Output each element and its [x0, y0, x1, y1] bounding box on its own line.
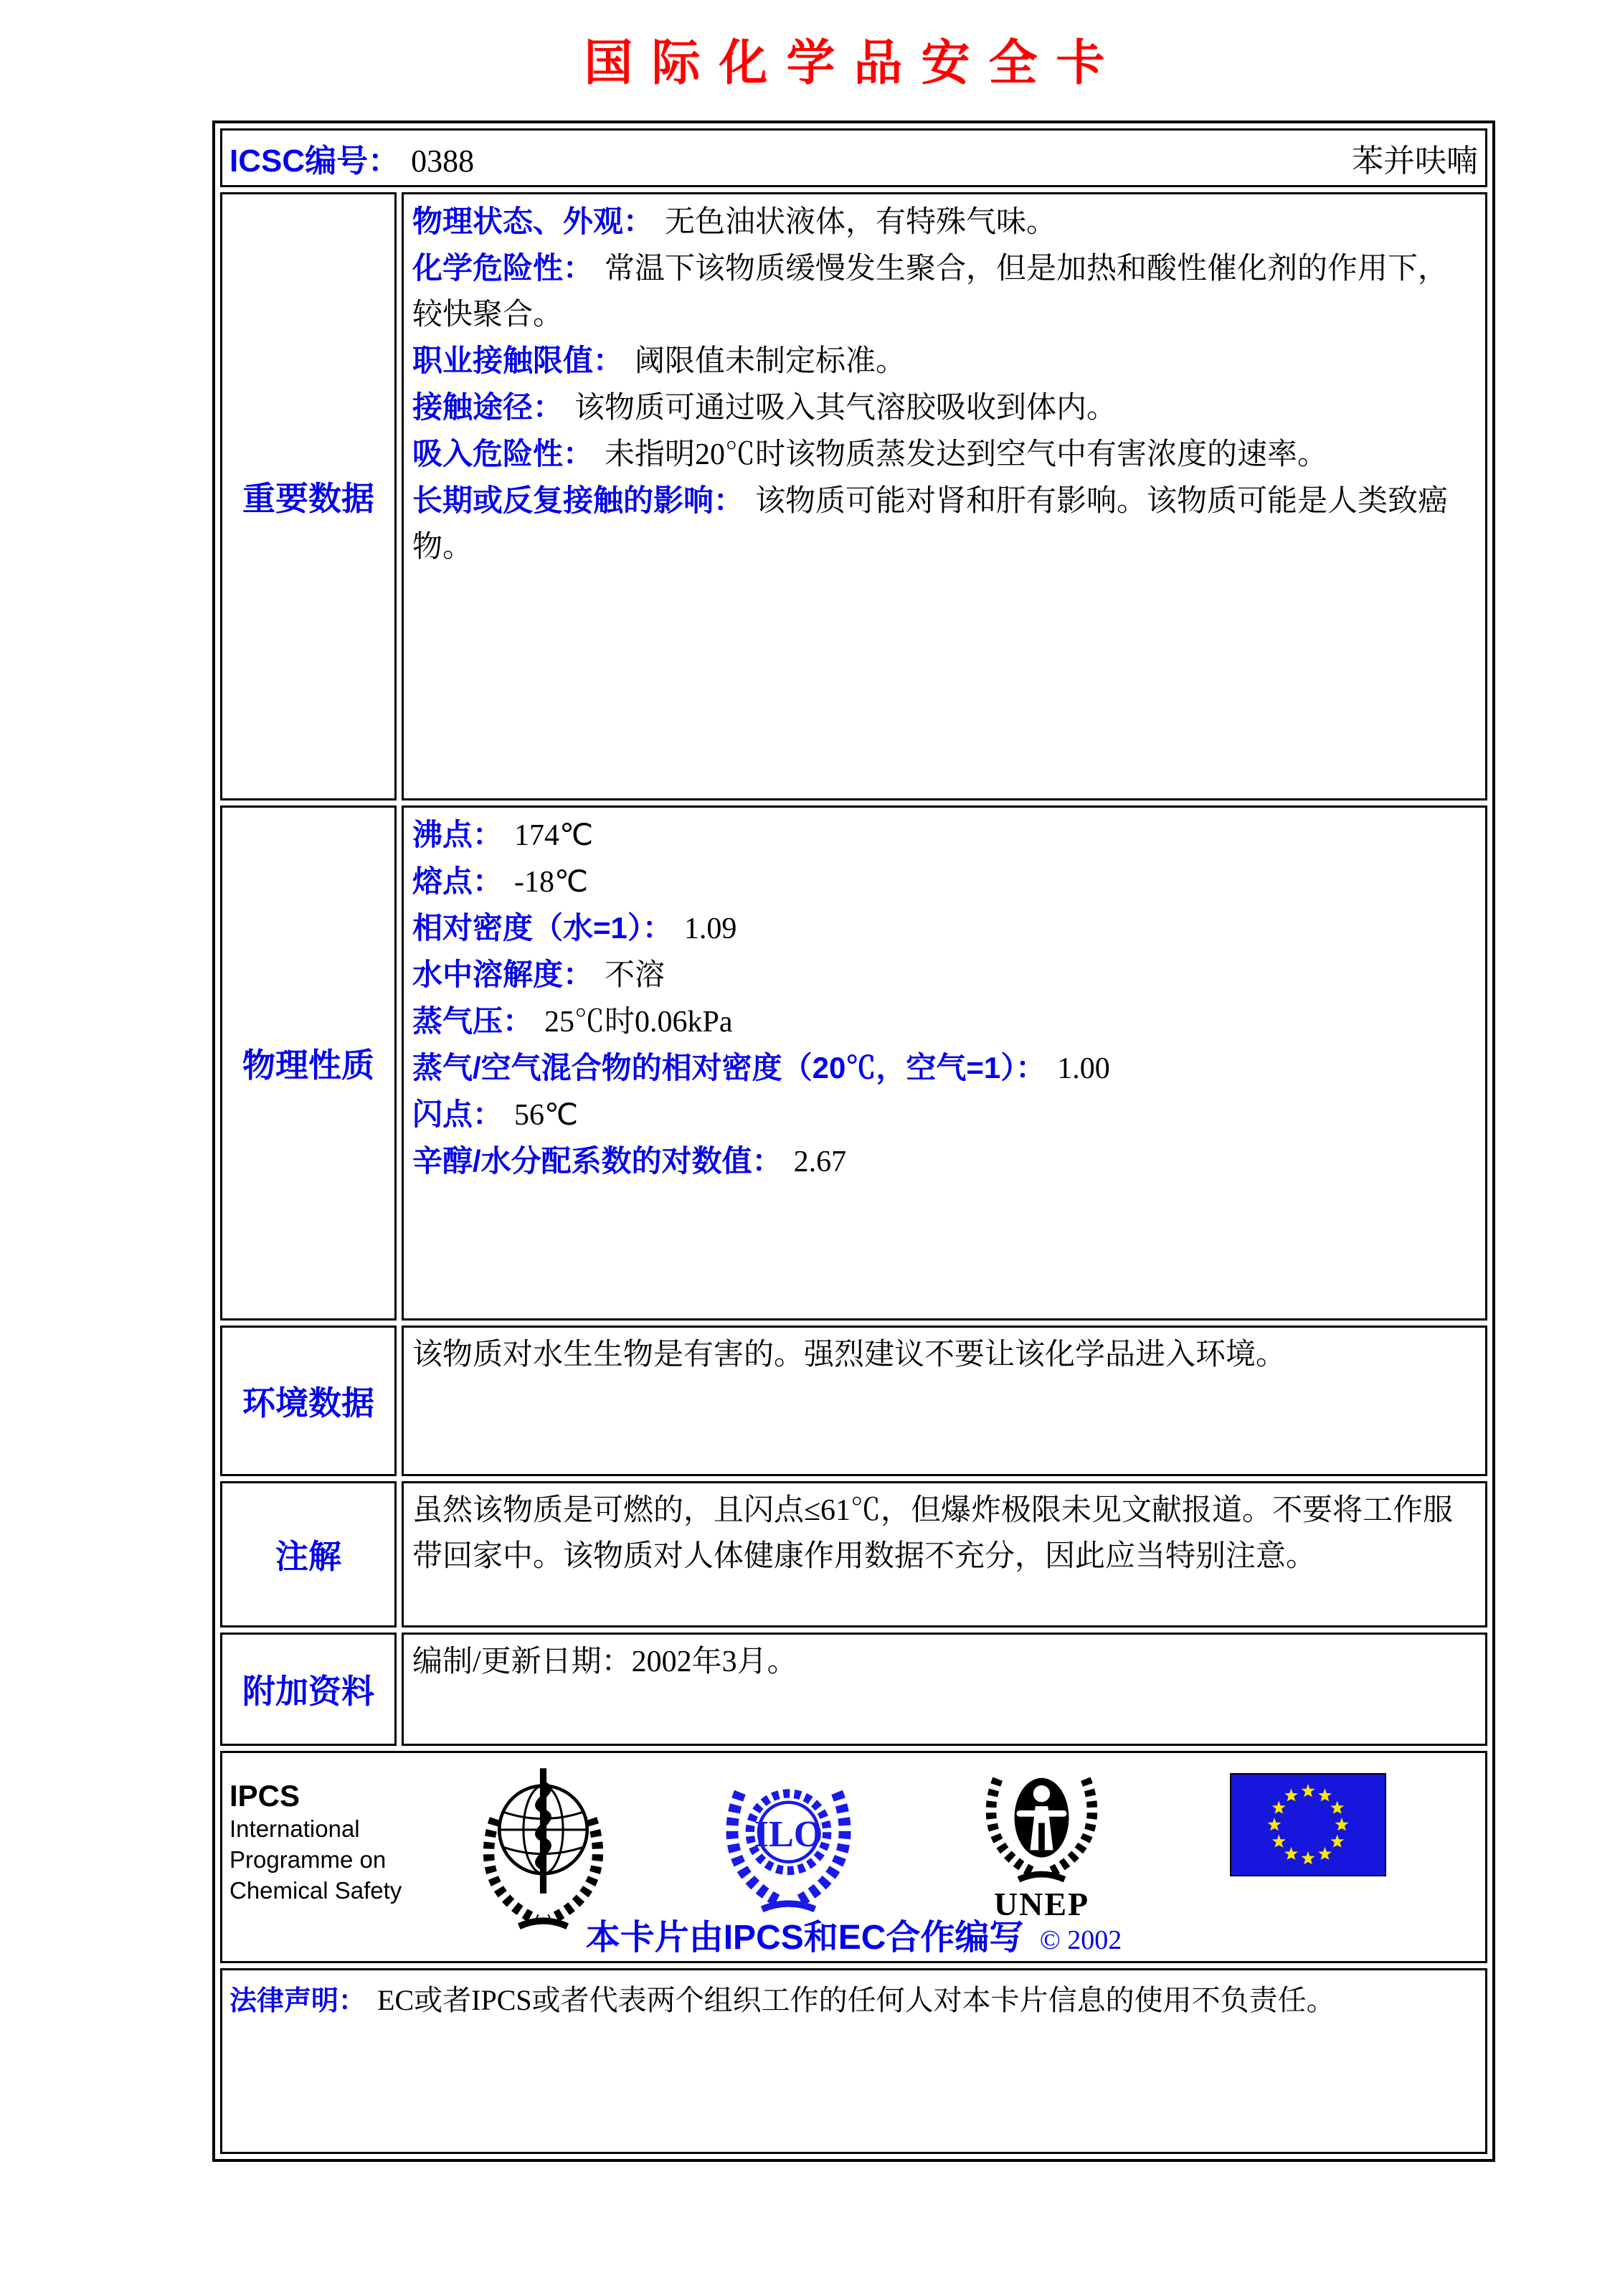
- environment-content: [402, 1326, 1487, 1476]
- field-label: 接触途径：: [412, 390, 564, 424]
- ipcs-title: IPCS: [229, 1779, 300, 1813]
- field-label: 水中溶解度：: [412, 958, 594, 991]
- eu-flag-icon: [1230, 1773, 1386, 1880]
- page-title: 国际化学品安全卡: [584, 36, 1124, 90]
- field-label: 物理状态、外观：: [412, 204, 654, 238]
- additional-row: [220, 1633, 1487, 1746]
- important-item: [412, 384, 1477, 431]
- field-label: 蒸气/空气混合物的相对密度（20℃，空气=1）：: [412, 1051, 1046, 1085]
- header-cell: [220, 128, 1487, 187]
- important-item: [412, 478, 1477, 570]
- notes-row: [220, 1481, 1487, 1627]
- field-value: 常温下该物质缓慢发生聚合，但是加热和酸性催化剂的作用下，较快聚合。: [412, 252, 1449, 331]
- footer-caption: [222, 1909, 1485, 1959]
- notes-text: 虽然该物质是可燃的，且闪点≤61℃，但爆炸极限未见文献报道。不要将工作服带回家中。该物质对人体健康作用数据不充分，因此应当特别注意。: [412, 1494, 1454, 1573]
- physical-item: [412, 812, 1477, 859]
- physical-item: [412, 998, 1477, 1045]
- legal-label: 法律声明：: [229, 1986, 366, 2016]
- environment-text: 该物质对水生生物是有害的。强烈建议不要让该化学品进入环境。: [412, 1338, 1287, 1371]
- notes-content: [402, 1481, 1487, 1627]
- field-label: 辛醇/水分配系数的对数值：: [412, 1144, 782, 1178]
- additional-content: [402, 1633, 1487, 1746]
- section-label-physical: [220, 806, 397, 1321]
- field-value: 56℃: [514, 1099, 579, 1132]
- field-label: 长期或反复接触的影响：: [412, 483, 744, 517]
- field-value: 阈限值未制定标准。: [635, 345, 906, 378]
- important-item: [412, 199, 1477, 245]
- section-label-environment: [220, 1326, 397, 1476]
- legal-row: [220, 1968, 1487, 2154]
- physical-item: [412, 905, 1477, 952]
- field-value: 25℃时0.06kPa: [544, 1006, 733, 1039]
- physical-item: [412, 1138, 1477, 1185]
- field-label: 吸入危险性：: [412, 437, 594, 471]
- section-label-physical-text: 物理性质: [242, 1047, 374, 1084]
- ipcs-line: Programme on: [229, 1846, 387, 1873]
- section-label-important-text: 重要数据: [242, 480, 374, 517]
- important-data-content: [402, 192, 1487, 800]
- environment-row: [220, 1326, 1487, 1476]
- important-item: [412, 338, 1477, 384]
- field-label: 职业接触限值：: [412, 344, 624, 377]
- field-label: 沸点：: [412, 818, 503, 851]
- field-value: -18℃: [514, 866, 589, 899]
- field-value: 该物质可通过吸入其气溶胶吸收到体内。: [574, 392, 1117, 425]
- section-label-notes: [220, 1481, 397, 1627]
- footer-copyright: © 2002: [1039, 1925, 1122, 1955]
- unep-label: UNEP: [993, 1886, 1090, 1922]
- logos-cell: [220, 1751, 1487, 1963]
- ipcs-text-block: [229, 1779, 402, 1906]
- ilo-letters: ILO: [754, 1813, 823, 1856]
- field-label: 化学危险性：: [412, 251, 594, 285]
- physical-item: [412, 952, 1477, 998]
- physical-item: [412, 1092, 1477, 1138]
- icsc-number-value: 0388: [411, 143, 475, 179]
- field-value: 1.09: [683, 912, 737, 945]
- section-label-notes-text: 注解: [275, 1538, 341, 1575]
- section-label-additional: [220, 1633, 397, 1746]
- section-label-environment-text: 环境数据: [242, 1384, 374, 1422]
- physical-properties-row: [220, 806, 1487, 1321]
- important-item: [412, 245, 1477, 338]
- physical-item: [412, 859, 1477, 905]
- additional-text: 编制/更新日期：2002年3月。: [412, 1645, 797, 1678]
- logos-row: [220, 1751, 1487, 1963]
- field-value: 未指明20℃时该物质蒸发达到空气中有害浓度的速率。: [605, 438, 1328, 471]
- field-label: 蒸气压：: [412, 1004, 534, 1038]
- field-value: 1.00: [1057, 1052, 1110, 1085]
- footer-caption-text: 本卡片由IPCS和EC合作编写: [585, 1919, 1024, 1957]
- icsc-number-label: ICSC编号：: [229, 143, 400, 179]
- physical-item: [412, 1045, 1477, 1092]
- section-label-additional-text: 附加资料: [242, 1673, 374, 1710]
- icsc-table: [212, 121, 1495, 2162]
- field-value: 174℃: [514, 819, 594, 852]
- section-label-important: [220, 192, 397, 800]
- unep-logo-icon: [979, 1760, 1104, 1923]
- field-value: 该物质可能对肾和肝有影响。该物质可能是人类致癌物。: [412, 485, 1449, 564]
- field-value: 不溶: [605, 959, 665, 992]
- field-value: 无色油状液体，有特殊气味。: [665, 206, 1057, 239]
- legal-text: EC或者IPCS或者代表两个组织工作的任何人对本卡片信息的使用不负责任。: [377, 1984, 1335, 2016]
- header-row: [220, 128, 1487, 187]
- legal-cell: [220, 1968, 1487, 2154]
- field-label: 闪点：: [412, 1097, 503, 1131]
- field-label: 熔点：: [412, 864, 503, 898]
- important-item: [412, 431, 1477, 478]
- icsc-number-group: [229, 135, 474, 181]
- important-data-row: [220, 192, 1487, 800]
- field-value: 2.67: [793, 1145, 847, 1178]
- ipcs-line: Chemical Safety: [229, 1877, 402, 1904]
- ipcs-line: International: [229, 1815, 360, 1842]
- physical-properties-content: [402, 806, 1487, 1321]
- field-label: 相对密度（水=1）：: [412, 911, 673, 945]
- ilo-logo-icon: [722, 1764, 855, 1922]
- chemical-name: 苯并呋喃: [1352, 143, 1478, 179]
